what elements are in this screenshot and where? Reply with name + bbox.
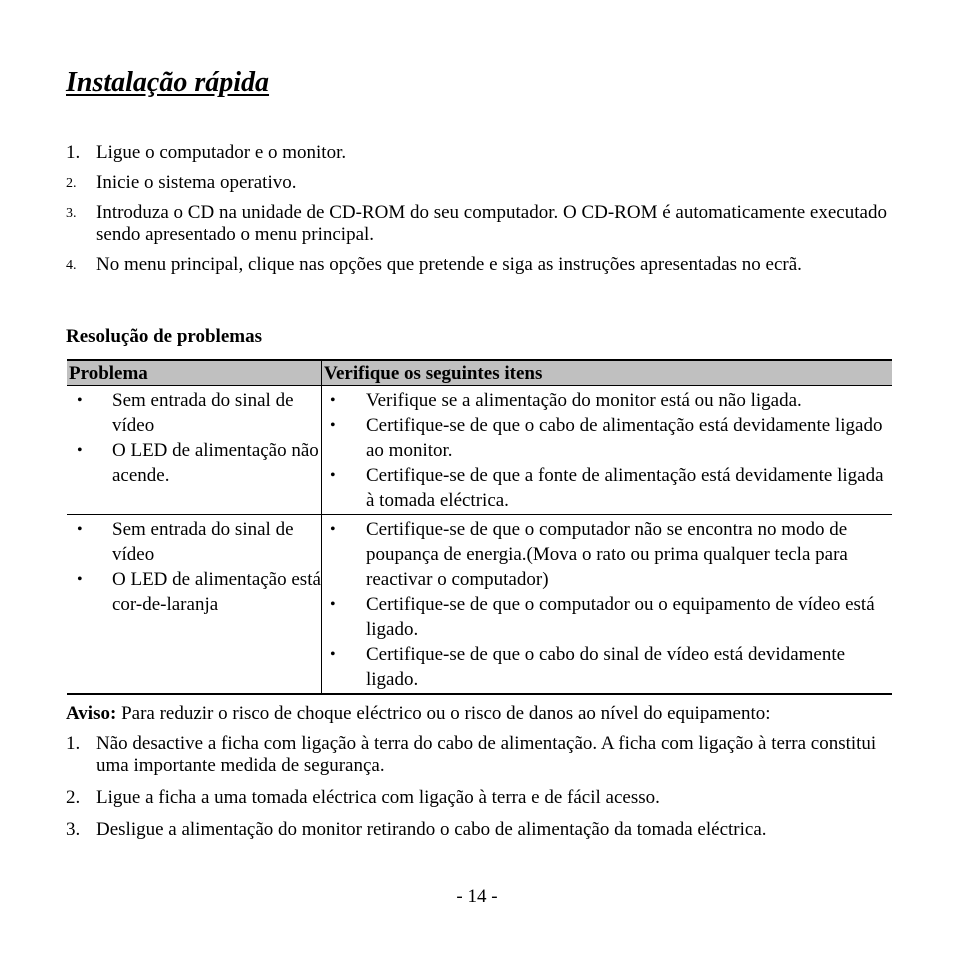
check-text: Verifique se a alimentação do monitor está ou não ligada. <box>366 390 802 411</box>
warning-list <box>66 733 896 851</box>
problem-cell <box>67 386 322 515</box>
bullet-icon: • <box>330 521 336 538</box>
list-item <box>66 733 896 777</box>
check-text: Certifique-se de que a fonte de alimentação está devidamente ligada à tomada eléctrica. <box>366 465 884 511</box>
problem-cell <box>67 515 322 695</box>
bullet-icon: • <box>77 442 83 459</box>
bullet-icon: • <box>330 392 336 409</box>
list-item <box>66 254 896 276</box>
warning-number: 2. <box>66 787 81 808</box>
list-item <box>322 463 892 513</box>
step-text: Introduza o CD na unidade de CD-ROM do seu computador. O CD-ROM é automaticamente executado sendo apresentado o menu principal. <box>96 202 887 245</box>
warning-number: 3. <box>66 819 81 840</box>
table-header-row <box>67 360 892 386</box>
step-text: Inicie o sistema operativo. <box>96 172 297 193</box>
list-item <box>66 172 896 194</box>
bullet-icon: • <box>330 417 336 434</box>
step-number: 2. <box>66 176 77 191</box>
list-item <box>67 388 321 438</box>
check-text: Certifique-se de que o cabo de alimentação está devidamente ligado ao monitor. <box>366 415 883 461</box>
step-number: 4. <box>66 258 77 273</box>
column-header-check: Verifique os seguintes itens <box>322 360 893 386</box>
bullet-icon: • <box>330 596 336 613</box>
step-number: 1. <box>66 142 81 163</box>
problem-text: Sem entrada do sinal de vídeo <box>112 390 294 436</box>
list-item <box>67 567 321 617</box>
installation-steps <box>66 142 896 284</box>
list-item <box>322 413 892 463</box>
table-row <box>67 386 892 515</box>
warning-text: Para reduzir o risco de choque eléctrico ou o risco de danos ao nível do equipamento: <box>116 703 771 724</box>
list-item <box>322 592 892 642</box>
page-number: - 14 - <box>456 886 498 907</box>
check-cell <box>322 515 893 695</box>
list-item <box>66 819 896 841</box>
list-item <box>66 142 896 164</box>
list-item <box>322 642 892 692</box>
step-number: 3. <box>66 206 77 221</box>
warning-number: 1. <box>66 733 81 754</box>
list-item <box>67 517 321 567</box>
warning-item-text: Ligue a ficha a uma tomada eléctrica com ligação à terra e de fácil acesso. <box>96 787 660 808</box>
warning-paragraph <box>66 702 771 725</box>
check-text: Certifique-se de que o cabo do sinal de vídeo está devidamente ligado. <box>366 644 846 690</box>
warning-item-text: Não desactive a ficha com ligação à terra do cabo de alimentação. A ficha com ligação à terra constitui uma importante medida de segurança. <box>96 733 877 776</box>
check-text: Certifique-se de que o computador ou o equipamento de vídeo está ligado. <box>366 594 875 640</box>
problem-text: O LED de alimentação não acende. <box>112 440 319 486</box>
list-item <box>67 438 321 488</box>
warning-item-text: Desligue a alimentação do monitor retirando o cabo de alimentação da tomada eléctrica. <box>96 819 767 840</box>
bullet-icon: • <box>77 392 83 409</box>
bullet-icon: • <box>77 521 83 538</box>
check-cell <box>322 386 893 515</box>
warning-label: Aviso: <box>66 703 117 724</box>
bullet-icon: • <box>330 467 336 484</box>
bullet-icon: • <box>330 646 336 663</box>
column-header-problem: Problema <box>67 360 322 386</box>
troubleshooting-heading: Resolução de problemas <box>66 326 262 347</box>
step-text: Ligue o computador e o monitor. <box>96 142 347 163</box>
problem-text: Sem entrada do sinal de vídeo <box>112 519 294 565</box>
troubleshooting-table <box>67 359 892 695</box>
problem-text: O LED de alimentação está cor-de-laranja <box>112 569 321 615</box>
list-item <box>322 388 892 413</box>
step-text: No menu principal, clique nas opções que pretende e siga as instruções apresentadas no ecrã. <box>96 254 802 275</box>
list-item <box>66 787 896 809</box>
page-title: Instalação rápida <box>66 67 270 98</box>
list-item <box>322 517 892 592</box>
check-text: Certifique-se de que o computador não se encontra no modo de poupança de energia.(Mova o rato ou prima qualquer tecla para reactivar o computador) <box>366 519 848 590</box>
bullet-icon: • <box>77 571 83 588</box>
list-item <box>66 202 896 246</box>
table-row <box>67 515 892 695</box>
